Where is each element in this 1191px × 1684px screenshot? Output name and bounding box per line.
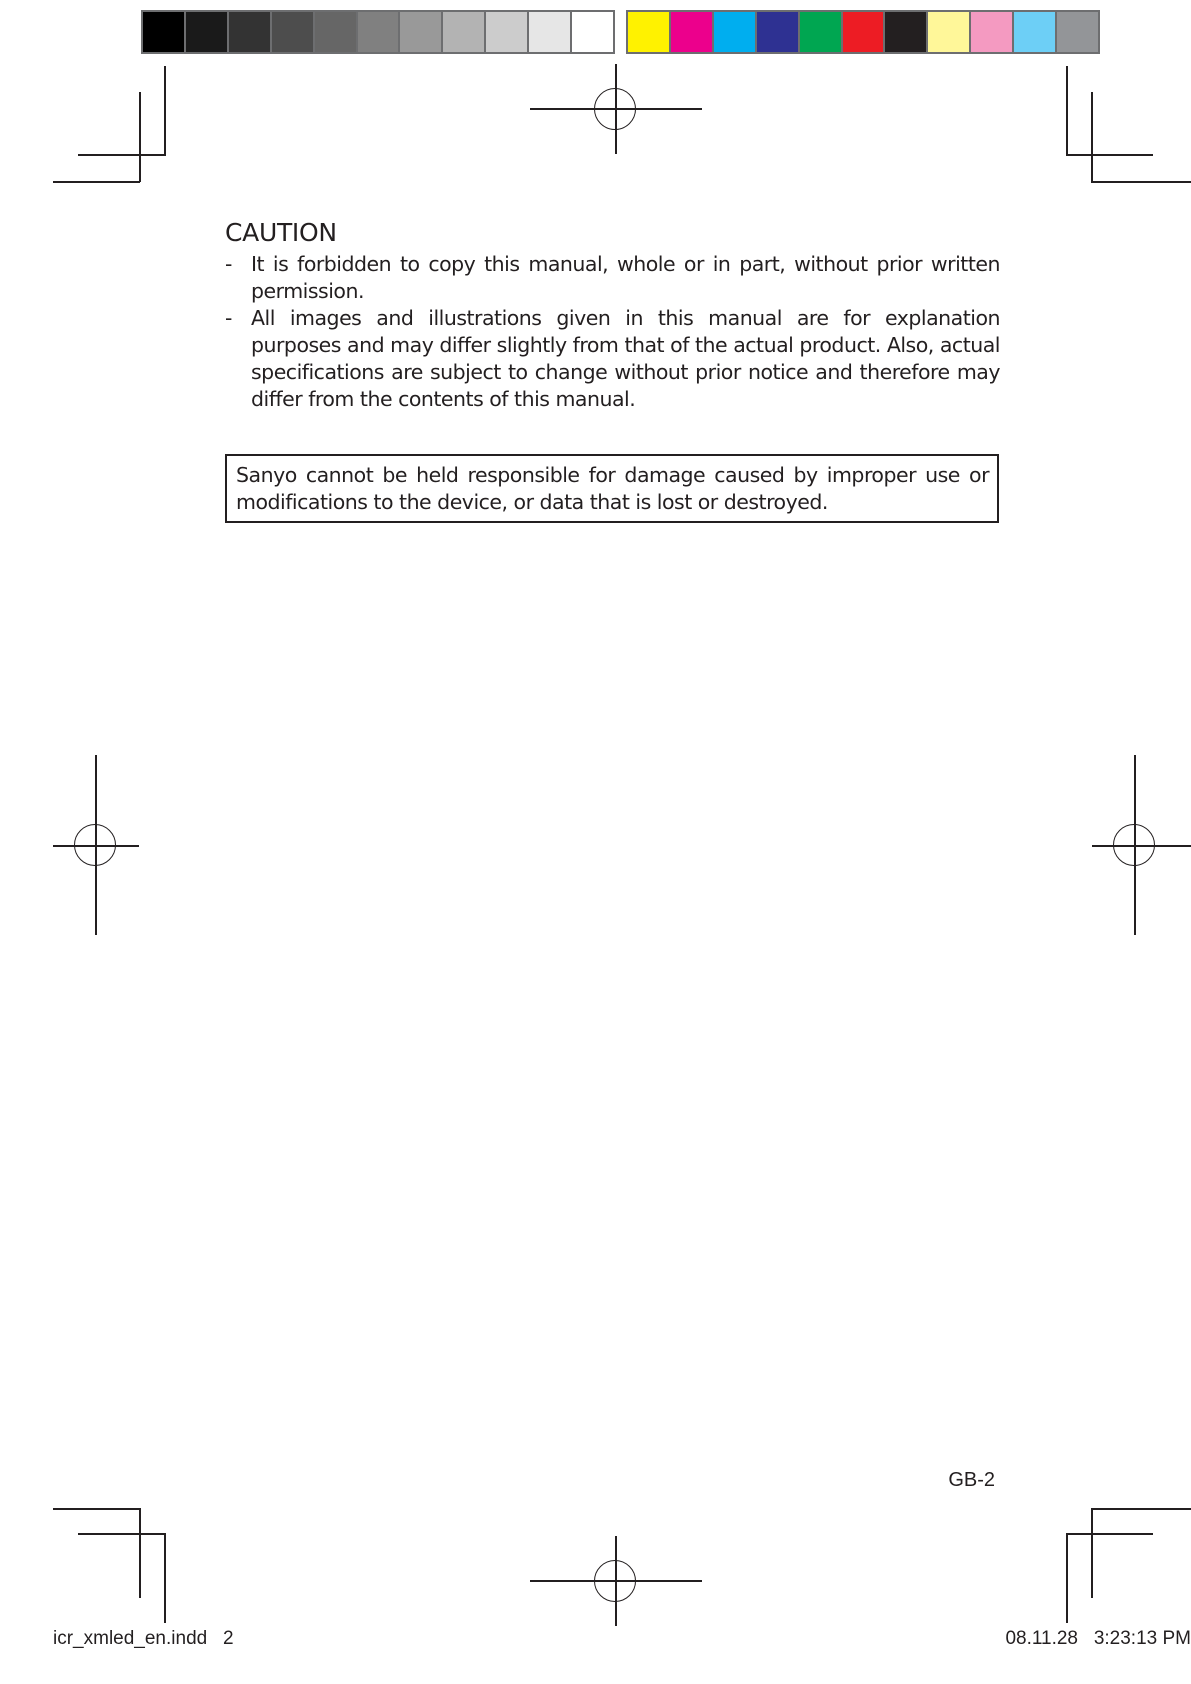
- gray-swatch: [186, 12, 229, 52]
- process-color-swatch: [928, 12, 971, 52]
- grayscale-color-bar: [141, 10, 615, 54]
- process-color-swatch: [800, 12, 843, 52]
- gray-swatch: [272, 12, 315, 52]
- process-color-swatch: [628, 12, 671, 52]
- caution-item-text: All images and illustrations given in this manual are for explanation purposes and may differ slightly from that of the actual product. Also, actual specifications are subject to change without prior notice and therefore may differ from the contents of this manual.: [251, 306, 1000, 411]
- process-color-swatch: [671, 12, 714, 52]
- process-color-swatch: [1014, 12, 1057, 52]
- caution-item-text: It is forbidden to copy this manual, whole or in part, without prior written permission.: [251, 252, 1000, 303]
- caution-heading: CAUTION: [225, 218, 337, 247]
- gray-swatch: [486, 12, 529, 52]
- process-color-swatch: [971, 12, 1014, 52]
- slug-file-name: [53, 1628, 234, 1650]
- gray-swatch: [358, 12, 401, 52]
- gray-swatch: [229, 12, 272, 52]
- process-color-swatch: [885, 12, 928, 52]
- gray-swatch: [315, 12, 358, 52]
- bullet-dash: -: [225, 252, 233, 276]
- process-color-swatch: [757, 12, 800, 52]
- caution-list-item: [225, 305, 1000, 413]
- file-name-text: icr_xmled_en.indd 2: [53, 1628, 234, 1649]
- process-color-bar: [626, 10, 1100, 54]
- gray-swatch: [529, 12, 572, 52]
- page-number: GB-2: [948, 1469, 995, 1491]
- liability-notice-box: Sanyo cannot be held responsible for damage caused by improper use or modifications to the device, or data that is lost or destroyed.: [225, 454, 999, 523]
- bullet-dash: -: [225, 306, 233, 330]
- gray-swatch: [143, 12, 186, 52]
- gray-swatch: [400, 12, 443, 52]
- timestamp-text: 08.11.28 3:23:13 PM: [1005, 1628, 1191, 1649]
- slug-timestamp: [1005, 1628, 1191, 1650]
- process-color-swatch: [714, 12, 757, 52]
- process-color-swatch: [843, 12, 886, 52]
- gray-swatch: [443, 12, 486, 52]
- gray-swatch: [572, 12, 613, 52]
- process-color-swatch: [1057, 12, 1098, 52]
- caution-list-item: [225, 251, 1000, 305]
